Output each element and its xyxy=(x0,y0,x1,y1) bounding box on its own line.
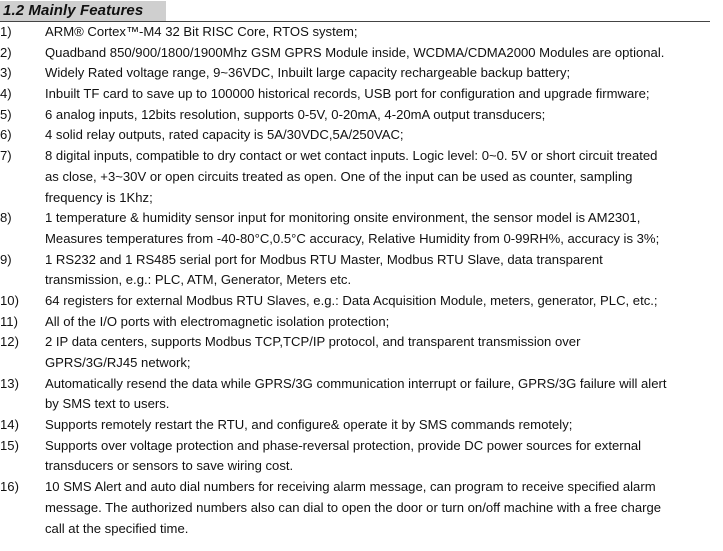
feature-number: 16) xyxy=(0,479,19,495)
feature-number: 4) xyxy=(0,86,12,102)
feature-text-line: Inbuilt TF card to save up to 100000 historical records, USB port for configuration and upgrade firmware; xyxy=(45,86,650,102)
section-heading: 1.2 Mainly Features xyxy=(3,2,144,19)
feature-text-line: call at the specified time. xyxy=(45,520,189,536)
feature-text-line: 8 digital inputs, compatible to dry contact or wet contact inputs. Logic level: 0~0. 5V or short circuit treated xyxy=(45,148,658,164)
feature-item xyxy=(0,291,723,312)
feature-text-line: Widely Rated voltage range, 9~36VDC, Inbuilt large capacity rechargeable backup battery; xyxy=(45,65,571,81)
feature-number: 2) xyxy=(0,44,12,60)
feature-item xyxy=(0,43,723,64)
feature-text-line: 64 registers for external Modbus RTU Slaves, e.g.: Data Acquisition Module, meters, generator, PLC, etc.; xyxy=(45,292,658,308)
feature-item xyxy=(0,436,723,477)
feature-number: 12) xyxy=(0,334,19,350)
feature-item xyxy=(0,312,723,333)
feature-item xyxy=(0,208,723,249)
feature-text-line: Supports remotely restart the RTU, and configure& operate it by SMS commands remotely; xyxy=(45,417,573,433)
feature-item xyxy=(0,63,723,84)
feature-text-line: GPRS/3G/RJ45 network; xyxy=(45,355,191,370)
feature-item xyxy=(0,105,723,126)
feature-item xyxy=(0,250,723,291)
feature-text-line: All of the I/O ports with electromagnetic isolation protection; xyxy=(45,313,390,329)
feature-text-line: Quadband 850/900/1800/1900Mhz GSM GPRS Module inside, WCDMA/CDMA2000 Modules are optional. xyxy=(45,44,665,60)
feature-text-line: Automatically resend the data while GPRS/3G communication interrupt or failure, GPRS/3G failure will alert xyxy=(45,375,667,391)
feature-item xyxy=(0,332,723,373)
feature-text-line: 1 temperature & humidity sensor input for monitoring onsite environment, the sensor model is AM2301, xyxy=(45,210,641,226)
section-heading-bar xyxy=(0,1,710,22)
feature-number: 10) xyxy=(0,292,19,308)
feature-number: 11) xyxy=(0,313,18,329)
feature-item xyxy=(0,84,723,105)
feature-number: 8) xyxy=(0,210,12,226)
feature-item xyxy=(0,146,723,208)
feature-number: 9) xyxy=(0,251,12,267)
feature-text-line: Supports over voltage protection and phase-reversal protection, provide DC power sources for external xyxy=(45,437,642,453)
feature-number: 15) xyxy=(0,437,19,453)
feature-text-line: by SMS text to users. xyxy=(45,396,170,412)
feature-item xyxy=(0,477,723,539)
feature-number: 1) xyxy=(0,24,12,39)
feature-text-line: transducers or sensors to save wiring cost. xyxy=(45,458,294,474)
feature-text-line: 6 analog inputs, 12bits resolution, supports 0-5V, 0-20mA, 4-20mA output transducers; xyxy=(45,106,546,122)
feature-number: 13) xyxy=(0,375,19,391)
feature-number: 5) xyxy=(0,106,12,122)
feature-number: 6) xyxy=(0,127,12,143)
feature-list xyxy=(0,22,723,539)
feature-text-line: transmission, e.g.: PLC, ATM, Generator, Meters etc. xyxy=(45,272,352,288)
feature-number: 7) xyxy=(0,148,12,164)
feature-text-line: 2 IP data centers, supports Modbus TCP,TCP/IP protocol, and transparent transmission over xyxy=(45,334,581,350)
feature-text-line: message. The authorized numbers also can dial to open the door or turn on/off machine with a free charge xyxy=(45,499,662,515)
feature-item xyxy=(0,374,723,415)
feature-text-line: as close, +3~30V or open circuits treated as open. One of the input can be used as counter, sampling xyxy=(45,168,633,184)
feature-text-line: 1 RS232 and 1 RS485 serial port for Modbus RTU Master, Modbus RTU Slave, data transparent xyxy=(45,251,603,267)
feature-text-line: frequency is 1Khz; xyxy=(45,189,153,205)
feature-text-line: ARM® Cortex™-M4 32 Bit RISC Core, RTOS system; xyxy=(45,24,358,39)
feature-item xyxy=(0,22,723,43)
feature-text-line: 4 solid relay outputs, rated capacity is 5A/30VDC,5A/250VAC; xyxy=(45,127,404,143)
feature-number: 14) xyxy=(0,417,19,433)
feature-text-line: Measures temperatures from -40-80°C,0.5°C accuracy, Relative Humidity from 0-99RH%, accuracy is 3%; xyxy=(45,230,660,246)
feature-item xyxy=(0,125,723,146)
feature-text-line: 10 SMS Alert and auto dial numbers for receiving alarm message, can program to receive specified alarm xyxy=(45,479,656,495)
feature-number: 3) xyxy=(0,65,12,81)
feature-item xyxy=(0,415,723,436)
